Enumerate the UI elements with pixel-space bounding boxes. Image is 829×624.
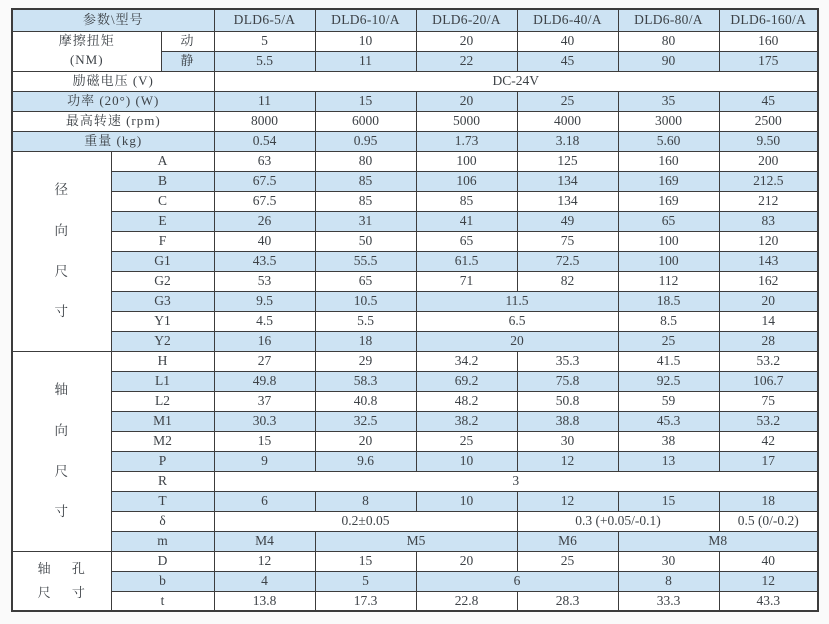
spec-sheet [11,8,829,612]
value-cell: 26 [214,211,315,231]
param-label: P [111,451,214,471]
value-cell: 38.2 [416,411,517,431]
value-cell: 12 [719,571,818,591]
value-cell: 10 [315,31,416,51]
table-row [12,131,818,151]
value-cell: 100 [618,251,719,271]
section-title-char: 尺 [54,263,69,279]
value-cell: 11 [214,91,315,111]
value-cell: 169 [618,191,719,211]
param-label: L1 [111,371,214,391]
value-cell: 14 [719,311,818,331]
value-cell: 12 [517,491,618,511]
param-label: b [111,571,214,591]
value-cell: 65 [416,231,517,251]
value-cell: 48.2 [416,391,517,411]
table-row [12,451,818,471]
value-cell: 75 [517,231,618,251]
table-row [12,71,818,91]
value-cell: 35.3 [517,351,618,371]
param-label: Y1 [111,311,214,331]
value-cell: 22 [416,51,517,71]
value-cell: M5 [315,531,517,551]
row-label: 最高转速 (rpm) [12,111,214,131]
param-label: Y2 [111,331,214,351]
value-cell: 9 [214,451,315,471]
value-cell: 55.5 [315,251,416,271]
spec-table-body [12,9,818,611]
value-cell: 53 [214,271,315,291]
value-cell: 11.5 [416,291,618,311]
value-cell: 15 [618,491,719,511]
section-title-char: 尺 [54,463,69,479]
value-cell: 42 [719,431,818,451]
value-cell: 30 [517,431,618,451]
value-cell: 8 [315,491,416,511]
model-header: DLD6-160/A [719,9,818,31]
table-row [12,111,818,131]
row-label: 功率 (20°) (W) [12,91,214,111]
param-label: m [111,531,214,551]
value-cell: 38 [618,431,719,451]
param-label: T [111,491,214,511]
table-row [12,351,818,371]
value-cell: 40 [214,231,315,251]
value-cell: 53.2 [719,411,818,431]
value-cell: 69.2 [416,371,517,391]
value-cell: 65 [618,211,719,231]
value-cell: 134 [517,171,618,191]
spec-table [11,8,819,612]
value-cell: 59 [618,391,719,411]
param-label: δ [111,511,214,531]
param-label: L2 [111,391,214,411]
value-cell: 35 [618,91,719,111]
value-cell: 5.60 [618,131,719,151]
value-cell: 50.8 [517,391,618,411]
value-cell: 85 [315,171,416,191]
model-header: DLD6-40/A [517,9,618,31]
param-label: H [111,351,214,371]
value-cell: 41.5 [618,351,719,371]
value-cell: DC-24V [214,71,818,91]
param-label: B [111,171,214,191]
value-cell: 212 [719,191,818,211]
value-cell: 6 [214,491,315,511]
value-cell: 83 [719,211,818,231]
value-cell: 0.3 (+0.05/-0.1) [517,511,719,531]
value-cell: 12 [517,451,618,471]
value-cell: 40 [517,31,618,51]
model-header: DLD6-5/A [214,9,315,31]
value-cell: 175 [719,51,818,71]
param-label: C [111,191,214,211]
value-cell: 32.5 [315,411,416,431]
value-cell: 134 [517,191,618,211]
section-title-char: 轴 [54,382,69,398]
table-row [12,151,818,171]
value-cell: 160 [618,151,719,171]
table-row [12,291,818,311]
value-cell: 34.2 [416,351,517,371]
value-cell: 10.5 [315,291,416,311]
page [0,8,829,624]
section-title-char: 寸 [54,504,69,520]
value-cell: 1.73 [416,131,517,151]
value-cell: 25 [517,91,618,111]
value-cell: 5 [315,571,416,591]
value-cell: 20 [416,31,517,51]
value-cell: 20 [416,331,618,351]
table-row [12,311,818,331]
value-cell: 29 [315,351,416,371]
table-row [12,271,818,291]
section-title-char: 径 [54,182,69,198]
value-cell: 17.3 [315,591,416,611]
value-cell: 82 [517,271,618,291]
value-cell: 12 [214,551,315,571]
value-cell: 6.5 [416,311,618,331]
value-cell: 162 [719,271,818,291]
value-cell: 4.5 [214,311,315,331]
value-cell: 18.5 [618,291,719,311]
value-cell: 27 [214,351,315,371]
value-cell: 18 [719,491,818,511]
section-title-char: 向 [54,222,69,238]
value-cell: 45 [517,51,618,71]
value-cell: 9.6 [315,451,416,471]
corner-label: 参数\型号 [12,9,214,31]
value-cell: 67.5 [214,191,315,211]
value-cell: 65 [315,271,416,291]
row-label: 摩擦扭矩 (NM) [12,31,161,71]
value-cell: 16 [214,331,315,351]
table-row [12,31,818,51]
value-cell: 10 [416,491,517,511]
value-cell: M6 [517,531,618,551]
row-label: 励磁电压 (V) [12,71,214,91]
value-cell: 0.54 [214,131,315,151]
value-cell: 8 [618,571,719,591]
value-cell: 80 [315,151,416,171]
value-cell: M8 [618,531,818,551]
row-label: 重量 (kg) [12,131,214,151]
value-cell: 61.5 [416,251,517,271]
value-cell: 11 [315,51,416,71]
model-header: DLD6-10/A [315,9,416,31]
value-cell: 6000 [315,111,416,131]
value-cell: 37 [214,391,315,411]
value-cell: 33.3 [618,591,719,611]
value-cell: 4000 [517,111,618,131]
value-cell: 18 [315,331,416,351]
value-cell: 15 [315,91,416,111]
value-cell: 28 [719,331,818,351]
value-cell: 20 [719,291,818,311]
value-cell: 40.8 [315,391,416,411]
value-cell: 3000 [618,111,719,131]
value-cell: 90 [618,51,719,71]
table-row [12,531,818,551]
param-label: M1 [111,411,214,431]
value-cell: 13 [618,451,719,471]
table-row [12,471,818,491]
value-cell: 9.5 [214,291,315,311]
value-cell: 13.8 [214,591,315,611]
value-cell: 8000 [214,111,315,131]
table-row [12,511,818,531]
value-cell: 10 [416,451,517,471]
value-cell: 75.8 [517,371,618,391]
param-label: F [111,231,214,251]
value-cell: 5 [214,31,315,51]
value-cell: 58.3 [315,371,416,391]
value-cell: 0.95 [315,131,416,151]
table-row [12,251,818,271]
value-cell: 31 [315,211,416,231]
value-cell: 40 [719,551,818,571]
model-header: DLD6-20/A [416,9,517,31]
value-cell: 5.5 [214,51,315,71]
param-label: G2 [111,271,214,291]
value-cell: 80 [618,31,719,51]
value-cell: 49.8 [214,371,315,391]
param-label: A [111,151,214,171]
value-cell: 6 [416,571,618,591]
value-cell: 43.5 [214,251,315,271]
param-label: E [111,211,214,231]
value-cell: 75 [719,391,818,411]
value-cell: 120 [719,231,818,251]
value-cell: 8.5 [618,311,719,331]
param-label: t [111,591,214,611]
table-row [12,91,818,111]
value-cell: 15 [214,431,315,451]
table-row [12,211,818,231]
value-cell: M4 [214,531,315,551]
value-cell: 143 [719,251,818,271]
param-label: D [111,551,214,571]
value-cell: 112 [618,271,719,291]
table-row [12,371,818,391]
value-cell: 5000 [416,111,517,131]
table-row [12,231,818,251]
value-cell: 49 [517,211,618,231]
table-row [12,591,818,611]
value-cell: 15 [315,551,416,571]
value-cell: 169 [618,171,719,191]
value-cell: 5.5 [315,311,416,331]
value-cell: 38.8 [517,411,618,431]
section-title [12,351,111,551]
table-row [12,411,818,431]
value-cell: 100 [618,231,719,251]
value-cell: 30 [618,551,719,571]
table-row [12,551,818,571]
sub-param-label: 动 [161,31,214,51]
value-cell: 41 [416,211,517,231]
value-cell: 92.5 [618,371,719,391]
model-header: DLD6-80/A [618,9,719,31]
value-cell: 72.5 [517,251,618,271]
value-cell: 20 [416,91,517,111]
value-cell: 17 [719,451,818,471]
value-cell: 212.5 [719,171,818,191]
table-row [12,191,818,211]
value-cell: 2500 [719,111,818,131]
section-title: 轴 孔 尺 寸 [12,551,111,611]
value-cell: 25 [618,331,719,351]
value-cell: 28.3 [517,591,618,611]
value-cell: 100 [416,151,517,171]
value-cell: 3.18 [517,131,618,151]
table-row [12,171,818,191]
section-title-char: 向 [54,422,69,438]
value-cell: 4 [214,571,315,591]
value-cell: 71 [416,271,517,291]
value-cell: 85 [416,191,517,211]
value-cell: 63 [214,151,315,171]
value-cell: 30.3 [214,411,315,431]
table-row [12,9,818,31]
value-cell: 106 [416,171,517,191]
section-title [12,151,111,351]
value-cell: 9.50 [719,131,818,151]
param-label: M2 [111,431,214,451]
value-cell: 20 [315,431,416,451]
param-label: R [111,471,214,491]
value-cell: 25 [416,431,517,451]
sub-param-label: 静 [161,51,214,71]
value-cell: 67.5 [214,171,315,191]
table-row [12,491,818,511]
value-cell: 125 [517,151,618,171]
table-row [12,331,818,351]
value-cell: 50 [315,231,416,251]
value-cell: 53.2 [719,351,818,371]
value-cell: 22.8 [416,591,517,611]
param-label: G1 [111,251,214,271]
table-row [12,431,818,451]
value-cell: 43.3 [719,591,818,611]
value-cell: 0.2±0.05 [214,511,517,531]
table-row [12,571,818,591]
value-cell: 45.3 [618,411,719,431]
value-cell: 200 [719,151,818,171]
value-cell: 0.5 (0/-0.2) [719,511,818,531]
value-cell: 85 [315,191,416,211]
value-cell: 160 [719,31,818,51]
value-cell: 20 [416,551,517,571]
section-title-char: 寸 [54,304,69,320]
param-label: G3 [111,291,214,311]
value-cell: 45 [719,91,818,111]
value-cell: 25 [517,551,618,571]
table-row [12,391,818,411]
value-cell: 3 [214,471,818,491]
value-cell: 106.7 [719,371,818,391]
